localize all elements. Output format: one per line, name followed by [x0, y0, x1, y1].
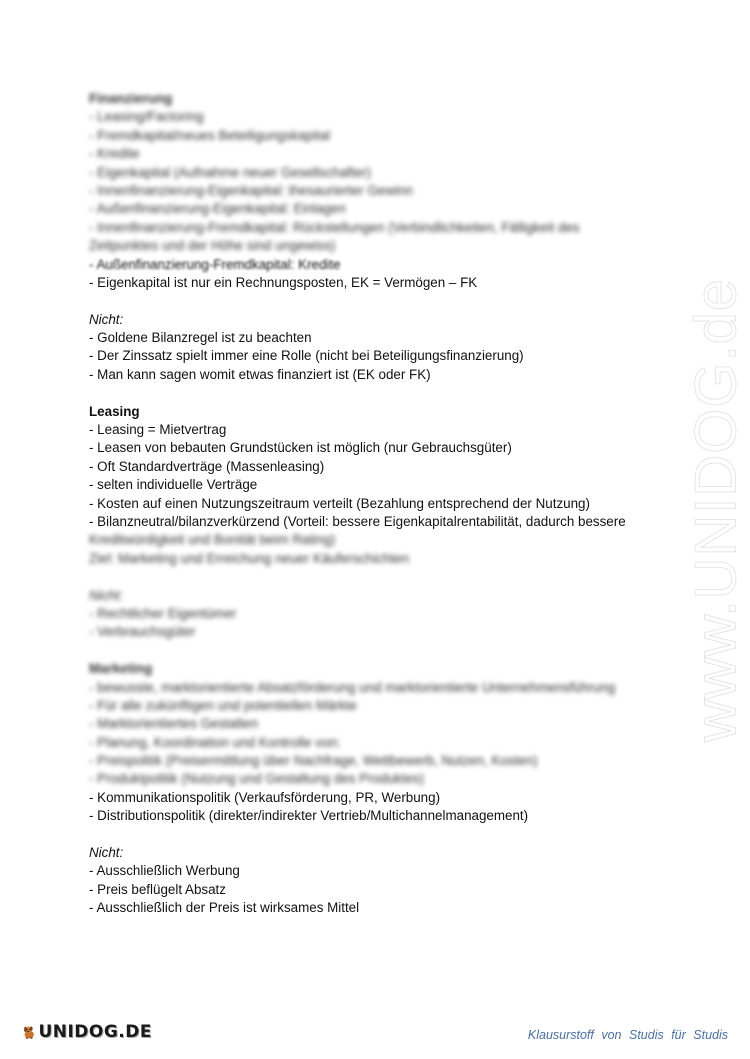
- footer-tagline: Klausurstoff von Studis für Studis: [527, 1028, 728, 1042]
- text-line: - Distributionspolitik (direkter/indirekter Vertrieb/Multichannelmanagement): [89, 808, 529, 824]
- text-line: - Verbrauchsgüter: [89, 624, 196, 640]
- text-line: - Ausschließlich Werbung: [89, 863, 240, 879]
- subheading-nicht: Nicht:: [89, 311, 124, 327]
- text-line: - bewusste, marktorientierte Absatzförderung und marktorientierte Unternehmensführung: [89, 679, 616, 695]
- text-line: - Eigenkapital ist nur ein Rechnungsposten, EK = Vermögen – FK: [89, 274, 478, 290]
- document-body: [89, 90, 649, 918]
- text-line: - Außenfinanzierung-Eigenkapital: Einlagen: [89, 201, 346, 217]
- text-line: - Preis beflügelt Absatz: [89, 881, 226, 897]
- text-line: - Fremdkapital/neues Beteiligungskapital: [89, 127, 331, 143]
- text-line: - Planung, Koordination und Kontrolle von:: [89, 734, 341, 750]
- text-line: - Marktorientiertes Gestalten: [89, 716, 258, 732]
- text-line: - Ausschließlich der Preis ist wirksames Mittel: [89, 900, 360, 916]
- text-line: Zeitpunktes und der Höhe sind ungewiss): [89, 238, 336, 254]
- subheading-nicht: Nicht:: [89, 845, 124, 861]
- text-line: - Preispolitik (Preisermittlung über Nachfrage, Wettbewerb, Nutzen, Kosten): [89, 753, 538, 769]
- section-heading: Marketing: [89, 661, 153, 677]
- subheading-nicht: Nicht:: [89, 587, 124, 603]
- dog-mascot-icon: [22, 1014, 36, 1050]
- text-line: - Goldene Bilanzregel ist zu beachten: [89, 330, 312, 346]
- text-line: - Produktpolitik (Nutzung und Gestaltung des Produktes): [89, 771, 424, 787]
- line-spacer: [89, 292, 649, 310]
- line-spacer: [89, 568, 649, 586]
- text-line: - Für alle zukünftigen und potentiellen Märkte: [89, 697, 357, 713]
- logo-text: UNIDOG.DE: [38, 1022, 152, 1042]
- text-line: - Innenfinanzierung-Eigenkapital: thesaurierter Gewinn: [89, 182, 413, 198]
- text-line: - Leasen von bebauten Grundstücken ist möglich (nur Gebrauchsgüter): [89, 440, 512, 456]
- line-spacer: [89, 826, 649, 844]
- watermark: www.UNIDOG.de: [683, 277, 749, 743]
- text-line: - Leasing/Factoring: [89, 109, 204, 125]
- text-line: - selten individuelle Verträge: [89, 477, 258, 493]
- line-spacer: [89, 642, 649, 660]
- text-line: - Kosten auf einen Nutzungszeitraum verteilt (Bezahlung entsprechend der Nutzung): [89, 495, 590, 511]
- text-line: - Eigenkapital (Aufnahme neuer Gesellschafter): [89, 164, 372, 180]
- line-spacer: [89, 384, 649, 402]
- text-line: - Rechtlicher Eigentümer: [89, 605, 237, 621]
- text-line: - Innenfinanzierung-Fremdkapital: Rückstellungen (Verbindlichkeiten, Fälligkeit des: [89, 219, 580, 235]
- text-line: Ziel: Marketing und Erreichung neuer Käuferschichten: [89, 550, 410, 566]
- text-line: - Außenfinanzierung-Fremdkapital: Kredite: [89, 256, 341, 272]
- footer-logo: [22, 1012, 152, 1052]
- text-line: - Man kann sagen womit etwas finanziert ist (EK oder FK): [89, 366, 431, 382]
- section-heading: Leasing: [89, 403, 140, 419]
- text-line: - Oft Standardverträge (Massenleasing): [89, 458, 325, 474]
- text-line: - Der Zinssatz spielt immer eine Rolle (nicht bei Beteiligungsfinanzierung): [89, 348, 524, 364]
- text-line: - Kredite: [89, 146, 140, 162]
- text-line: - Kommunikationspolitik (Verkaufsförderung, PR, Werbung): [89, 789, 441, 805]
- text-line: Kreditwürdigkeit und Bonität beim Rating): [89, 532, 336, 548]
- text-line: - Leasing = Mietvertrag: [89, 422, 227, 438]
- text-line: - Bilanzneutral/bilanzverkürzend (Vorteil: bessere Eigenkapitalrentabilität, dadurch bessere: [89, 513, 626, 529]
- section-heading: Finanzierung: [89, 91, 173, 106]
